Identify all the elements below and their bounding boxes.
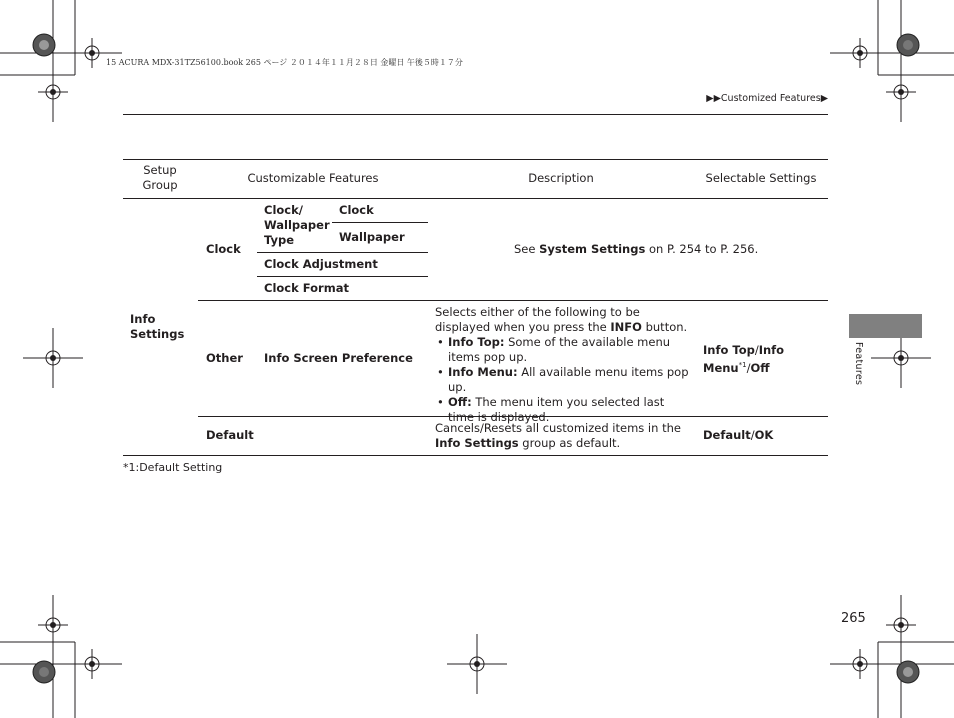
other-description	[435, 305, 691, 425]
page-number: 265	[841, 611, 866, 626]
feature-clock-format: Clock Format	[264, 281, 349, 295]
feature-info-screen-preference: Info Screen Preference	[264, 351, 413, 365]
system-settings-link[interactable]: System Settings	[539, 242, 646, 256]
header-selectable-settings: Selectable Settings	[705, 171, 817, 185]
breadcrumb-arrows-icon: ▶▶	[706, 93, 721, 104]
header-setup-group: Setup Group	[142, 163, 178, 192]
header-description: Description	[528, 171, 594, 185]
category-other: Other	[206, 351, 243, 365]
feature-clock-adjustment: Clock Adjustment	[264, 257, 378, 271]
clock-description: See System Settings on P. 254 to P. 256.	[514, 242, 759, 256]
description-intro: Selects either of the following to be displayed when you press the INFO button.	[435, 305, 688, 334]
bullet-item: • Off: The menu item you selected last time is displayed.	[435, 395, 691, 425]
category-clock: Clock	[206, 242, 241, 256]
section-tab[interactable]	[849, 314, 922, 338]
feature-clock: Clock	[339, 203, 374, 217]
table-top-rule	[123, 159, 828, 160]
other-selectable-settings: Info Top/Info Menu$^{*1}$/Off	[703, 343, 785, 375]
row-divider	[257, 252, 428, 253]
breadcrumb-end-arrow-icon: ▶	[820, 93, 828, 104]
feature-wallpaper: Wallpaper	[339, 230, 405, 244]
header-customizable-features: Customizable Features	[247, 171, 379, 185]
breadcrumb[interactable]	[706, 93, 828, 104]
setup-group-info-settings: Info Settings	[130, 312, 185, 341]
default-description: Cancels/Resets all customized items in the Info Settings group as default.	[435, 421, 681, 450]
subcategory-clock-wallpaper-type: Clock/ Wallpaper Type	[264, 203, 330, 247]
description-bullet-list	[435, 335, 691, 425]
row-divider	[198, 300, 828, 301]
breadcrumb-label[interactable]: Customized Features	[720, 93, 821, 104]
row-divider	[332, 222, 428, 223]
table-header-rule	[123, 198, 828, 199]
bullet-item: • Info Menu: All available menu items pop up.	[435, 365, 691, 395]
print-header: 15 ACURA MDX-31TZ56100.book 265 ページ ２０１４年１１月２８日 金曜日 午後５時１７分	[106, 58, 463, 67]
footnote: *1:Default Setting	[123, 461, 223, 474]
table-bottom-rule	[123, 455, 828, 456]
category-default: Default	[206, 428, 254, 442]
bullet-item: • Info Top: Some of the available menu items pop up.	[435, 335, 691, 365]
section-tab-label: Features	[853, 342, 864, 386]
row-divider	[257, 276, 428, 277]
header-rule	[123, 114, 828, 115]
default-selectable-settings: Default/OK	[703, 428, 774, 442]
